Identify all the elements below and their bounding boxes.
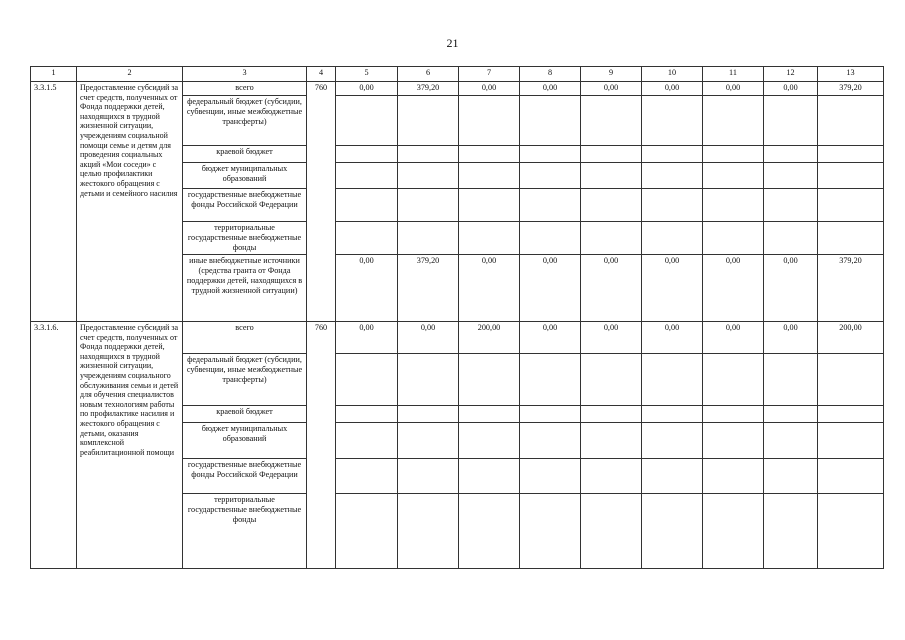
- value-cell: [642, 163, 703, 189]
- value-cell: [398, 163, 459, 189]
- table-row: [31, 82, 884, 96]
- value-cell: [520, 96, 581, 146]
- value-cell: [764, 354, 818, 406]
- value-cell: [764, 222, 818, 255]
- value-cell: 0,00: [398, 322, 459, 354]
- value-cell: [459, 494, 520, 569]
- header-cell: 4: [307, 67, 336, 82]
- header-cell: 11: [703, 67, 764, 82]
- value-cell: [459, 96, 520, 146]
- value-cell: [642, 96, 703, 146]
- funding-source-label: федеральный бюджет (субсидии, субвенции, иные межбюджетные трансферты): [183, 96, 307, 146]
- table-row: [31, 322, 884, 354]
- value-cell: [581, 189, 642, 222]
- header-cell: 2: [77, 67, 183, 82]
- value-cell: [818, 222, 884, 255]
- value-cell: 0,00: [703, 255, 764, 322]
- kbk-code: 760: [307, 82, 336, 322]
- value-cell: [818, 423, 884, 459]
- value-cell: [398, 146, 459, 163]
- value-cell: [520, 222, 581, 255]
- value-cell: 0,00: [703, 322, 764, 354]
- value-cell: [642, 494, 703, 569]
- value-cell: 0,00: [520, 82, 581, 96]
- value-cell: [642, 222, 703, 255]
- value-cell: [764, 406, 818, 423]
- value-cell: 0,00: [581, 322, 642, 354]
- value-cell: 0,00: [642, 322, 703, 354]
- value-cell: [336, 189, 398, 222]
- value-cell: 0,00: [520, 255, 581, 322]
- value-cell: [703, 189, 764, 222]
- value-cell: [703, 494, 764, 569]
- value-cell: 0,00: [336, 322, 398, 354]
- value-cell: 0,00: [520, 322, 581, 354]
- funding-source-label: всего: [183, 82, 307, 96]
- item-description: Предоставление субсидий за счет средств, полученных от Фонда поддержки детей, находящихся в трудной жизненной ситуации, учреждениям социальной помощи семье и детям для проведения социальных акций «Мои соседи» с целью профилактики жестокого обращения с детьми и семейного насилия: [77, 82, 183, 322]
- value-cell: [764, 459, 818, 494]
- value-cell: [520, 423, 581, 459]
- value-cell: [581, 406, 642, 423]
- value-cell: [336, 146, 398, 163]
- value-cell: [581, 494, 642, 569]
- value-cell: [520, 494, 581, 569]
- header-cell: 8: [520, 67, 581, 82]
- value-cell: 0,00: [642, 82, 703, 96]
- value-cell: [818, 96, 884, 146]
- value-cell: [703, 222, 764, 255]
- value-cell: [520, 163, 581, 189]
- value-cell: 0,00: [581, 82, 642, 96]
- value-cell: [336, 163, 398, 189]
- value-cell: 0,00: [336, 82, 398, 96]
- header-cell: 9: [581, 67, 642, 82]
- value-cell: 379,20: [398, 82, 459, 96]
- item-code: 3.3.1.5: [31, 82, 77, 322]
- value-cell: 0,00: [764, 82, 818, 96]
- value-cell: [703, 423, 764, 459]
- value-cell: [818, 189, 884, 222]
- value-cell: 0,00: [459, 82, 520, 96]
- value-cell: [703, 146, 764, 163]
- value-cell: [336, 406, 398, 423]
- value-cell: [398, 189, 459, 222]
- value-cell: 0,00: [764, 322, 818, 354]
- value-cell: [459, 423, 520, 459]
- header-cell: 13: [818, 67, 884, 82]
- value-cell: [520, 406, 581, 423]
- value-cell: [764, 189, 818, 222]
- value-cell: 0,00: [764, 255, 818, 322]
- header-row: [31, 67, 884, 82]
- value-cell: [398, 406, 459, 423]
- header-cell: 12: [764, 67, 818, 82]
- value-cell: [581, 163, 642, 189]
- value-cell: [581, 96, 642, 146]
- value-cell: [398, 459, 459, 494]
- item-description: Предоставление субсидий за счет средств, полученных от Фонда поддержки детей, находящихся в трудной жизненной ситуации, учреждениям социального обслуживания семьи и детей для обучения специалистов новым технологиям работы по профилактике насилия и жестокого обращения с детьми, оказания комплексной реабилитационной помощи: [77, 322, 183, 569]
- funding-source-label: краевой бюджет: [183, 146, 307, 163]
- value-cell: [336, 96, 398, 146]
- funding-source-label: территориальные государственные внебюджетные фонды: [183, 222, 307, 255]
- value-cell: [520, 459, 581, 494]
- value-cell: [818, 354, 884, 406]
- value-cell: 0,00: [703, 82, 764, 96]
- funding-source-label: иные внебюджетные источники (средства гранта от Фонда поддержки детей, находящихся в трудной жизненной ситуации): [183, 255, 307, 322]
- value-cell: [764, 163, 818, 189]
- value-cell: [642, 459, 703, 494]
- value-cell: [398, 222, 459, 255]
- value-cell: [520, 146, 581, 163]
- value-cell: [818, 146, 884, 163]
- value-cell: [642, 189, 703, 222]
- budget-table: [30, 66, 884, 569]
- value-cell: [336, 222, 398, 255]
- funding-source-label: краевой бюджет: [183, 406, 307, 423]
- value-cell: 0,00: [642, 255, 703, 322]
- value-cell: [703, 96, 764, 146]
- funding-source-label: бюджет муниципальных образований: [183, 163, 307, 189]
- value-cell: [520, 189, 581, 222]
- value-cell: [459, 189, 520, 222]
- value-cell: 379,20: [818, 82, 884, 96]
- header-cell: 3: [183, 67, 307, 82]
- value-cell: [818, 459, 884, 494]
- value-cell: [398, 494, 459, 569]
- value-cell: [520, 354, 581, 406]
- value-cell: [336, 423, 398, 459]
- value-cell: [703, 354, 764, 406]
- value-cell: [398, 354, 459, 406]
- funding-source-label: государственные внебюджетные фонды Российской Федерации: [183, 189, 307, 222]
- value-cell: [459, 163, 520, 189]
- header-cell: 7: [459, 67, 520, 82]
- value-cell: [459, 222, 520, 255]
- value-cell: [642, 406, 703, 423]
- value-cell: [581, 146, 642, 163]
- value-cell: [459, 406, 520, 423]
- value-cell: [764, 146, 818, 163]
- value-cell: [581, 354, 642, 406]
- value-cell: [703, 459, 764, 494]
- value-cell: [703, 406, 764, 423]
- value-cell: [642, 354, 703, 406]
- value-cell: [818, 163, 884, 189]
- value-cell: [581, 459, 642, 494]
- value-cell: [459, 146, 520, 163]
- value-cell: 379,20: [818, 255, 884, 322]
- value-cell: 200,00: [818, 322, 884, 354]
- header-cell: 6: [398, 67, 459, 82]
- value-cell: [818, 406, 884, 423]
- value-cell: [459, 459, 520, 494]
- value-cell: [459, 354, 520, 406]
- funding-source-label: государственные внебюджетные фонды Российской Федерации: [183, 459, 307, 494]
- value-cell: 379,20: [398, 255, 459, 322]
- value-cell: [642, 146, 703, 163]
- value-cell: [703, 163, 764, 189]
- funding-source-label: федеральный бюджет (субсидии, субвенции, иные межбюджетные трансферты): [183, 354, 307, 406]
- value-cell: [336, 494, 398, 569]
- kbk-code: 760: [307, 322, 336, 569]
- value-cell: 0,00: [336, 255, 398, 322]
- value-cell: [581, 222, 642, 255]
- value-cell: [398, 96, 459, 146]
- value-cell: 0,00: [581, 255, 642, 322]
- value-cell: [764, 494, 818, 569]
- value-cell: [818, 494, 884, 569]
- item-code: 3.3.1.6.: [31, 322, 77, 569]
- value-cell: [642, 423, 703, 459]
- funding-source-label: территориальные государственные внебюджетные фонды: [183, 494, 307, 569]
- header-cell: 10: [642, 67, 703, 82]
- value-cell: [398, 423, 459, 459]
- value-cell: 0,00: [459, 255, 520, 322]
- funding-source-label: всего: [183, 322, 307, 354]
- value-cell: [336, 459, 398, 494]
- header-cell: 1: [31, 67, 77, 82]
- value-cell: [581, 423, 642, 459]
- page-number: 21: [446, 36, 459, 50]
- header-cell: 5: [336, 67, 398, 82]
- value-cell: 200,00: [459, 322, 520, 354]
- value-cell: [764, 96, 818, 146]
- value-cell: [336, 354, 398, 406]
- value-cell: [764, 423, 818, 459]
- funding-source-label: бюджет муниципальных образований: [183, 423, 307, 459]
